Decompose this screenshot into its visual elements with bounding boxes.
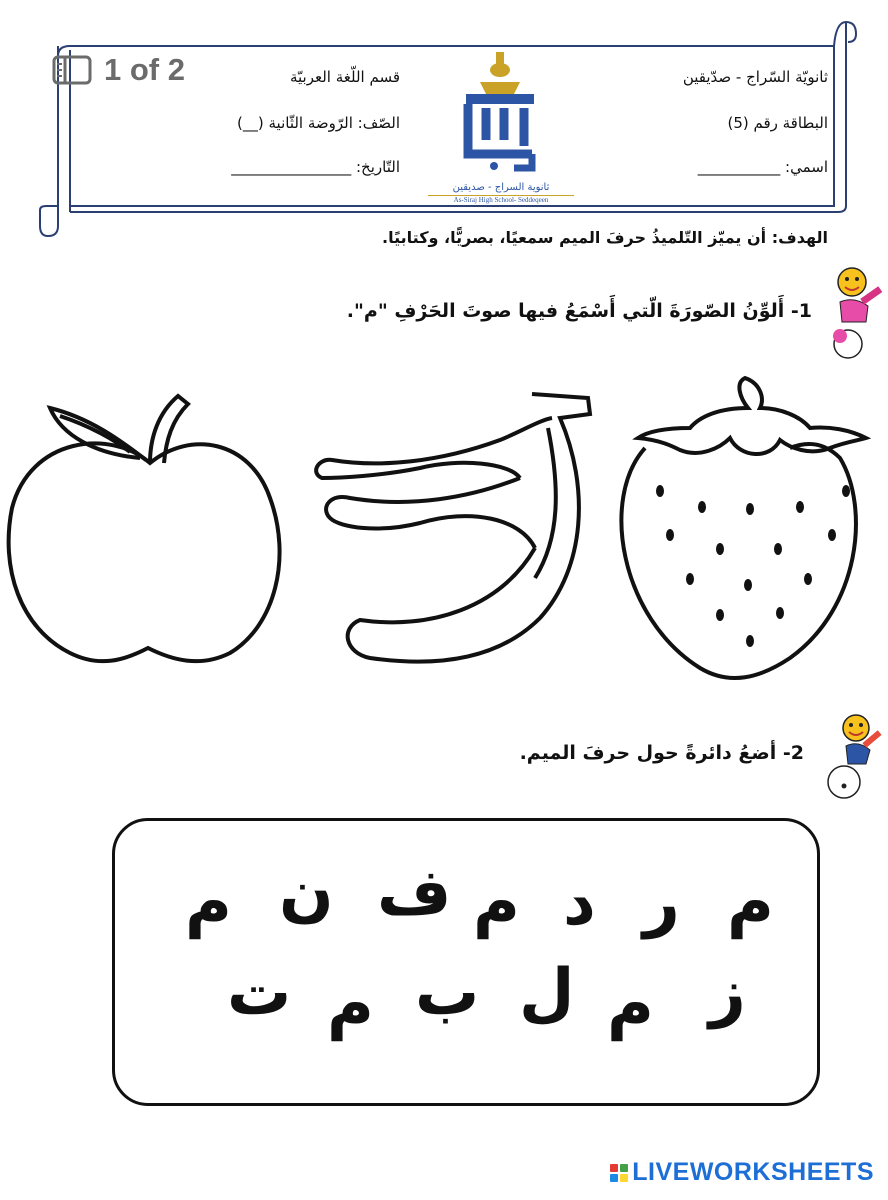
letter-row1-3[interactable]: د [563,866,596,940]
class-field[interactable]: الصّف: الرّوضة الثّانية (__) [237,114,400,132]
letter-row2-2[interactable]: م [607,968,654,1042]
letter-row1-2[interactable]: ر [643,866,680,940]
page-indicator-text: 1 of 2 [104,52,185,87]
letter-row2-6[interactable]: ت [227,956,292,1030]
lesson-goal: الهدف: أن يميّز التّلميذُ حرفَ الميم سمعيًا، بصريًّا، وكتابيًا. [382,228,828,247]
letter-row1-7[interactable]: م [185,866,232,940]
liveworksheets-logo[interactable] [610,1158,874,1187]
letter-row2-4[interactable]: ب [415,956,480,1030]
department-name: قسم اللّغة العربيّة [289,68,400,86]
question-2-text: 2- أضعُ دائرةً حول حرفَ الميم. [519,742,804,764]
letter-row2-5[interactable]: م [327,968,374,1042]
kid-coloring-icon [826,262,884,362]
kid-writing-icon [822,710,884,802]
banana-image[interactable] [316,394,590,662]
lamp-logo-icon [428,50,574,178]
letter-row1-1[interactable]: م [727,866,774,940]
fruit-images [0,368,888,698]
letter-row1-4[interactable]: م [473,866,520,940]
letters-box [112,818,820,1106]
book-pages-icon [52,55,92,85]
apple-image[interactable] [9,396,280,661]
logo-english-caption: As-Siraj High School- Seddeqeen [428,195,574,204]
page-indicator[interactable] [52,52,185,88]
card-number: البطاقة رقم (5) [727,114,828,132]
date-field[interactable]: التّاريخ: ________________ [231,158,400,176]
school-name: ثانويّة السّراج - صدّيقين [682,68,828,86]
letter-row1-5[interactable]: ف [377,856,452,930]
question-1-text: 1- أَلوِّنُ الصّورَةَ الّتي أَسْمَعُ فيها صوتَ الحَرْفِ "م". [346,300,812,322]
school-logo [428,50,574,206]
brand-text: LIVEWORKSHEETS [632,1158,874,1186]
letter-row2-3[interactable]: ل [519,956,575,1030]
strawberry-image[interactable] [621,378,866,678]
student-name-field[interactable]: اسمي: ___________ [697,158,828,176]
logo-arabic-caption: ثانوية السراج - صديقين [452,182,550,193]
liveworksheets-icon [610,1164,628,1182]
letter-row1-6[interactable]: ن [279,856,334,930]
letter-row2-1[interactable]: ز [709,956,746,1030]
